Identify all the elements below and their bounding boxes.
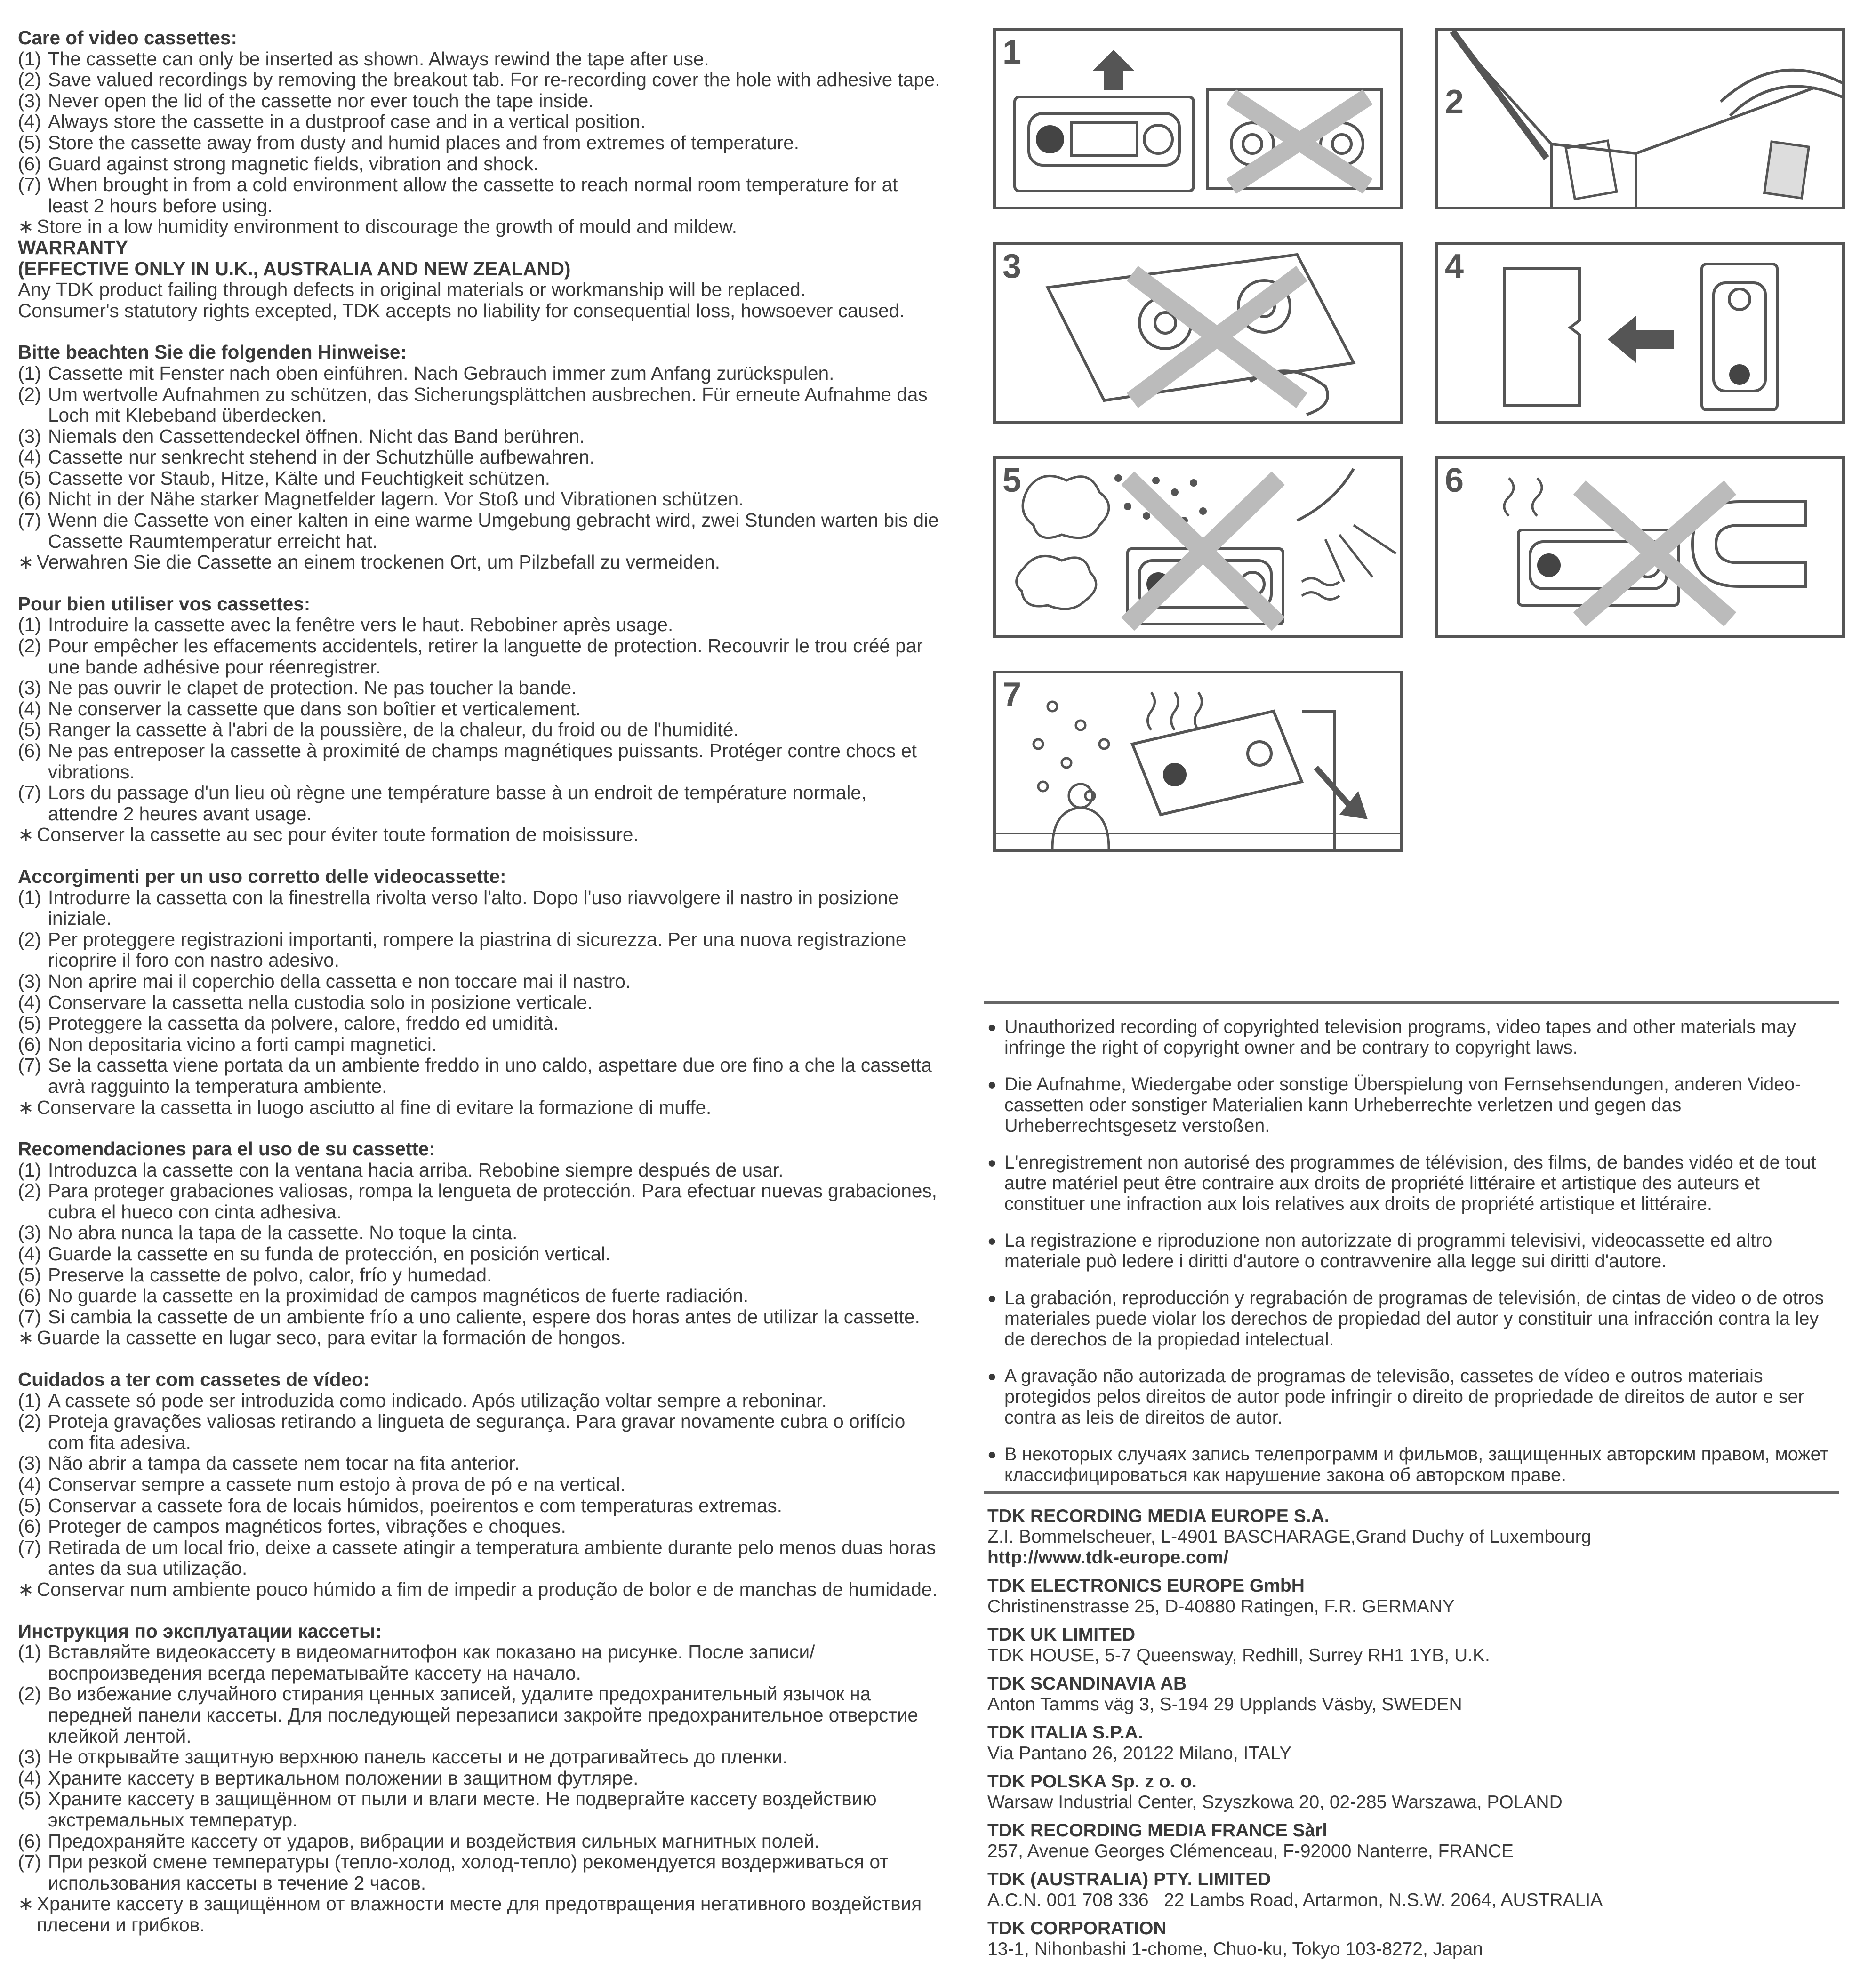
company-name: TDK RECORDING MEDIA EUROPE S.A. (987, 1506, 1330, 1526)
instructions-column (18, 27, 940, 1956)
instruction-item (18, 635, 940, 677)
item-number: (5) (18, 719, 41, 741)
bullet-icon: ● (987, 1076, 997, 1093)
instruction-item (18, 1537, 940, 1579)
instruction-item (18, 677, 940, 698)
instruction-item (18, 363, 940, 384)
item-text: Introduzca la cassette con la ventana hacia arriba. Rebobine siempre después de usar. (48, 1159, 784, 1181)
figure-7 (993, 671, 1403, 852)
item-number: (3) (18, 1452, 41, 1474)
item-text: Не открывайте защитную верхнюю панель кассеты и не дотрагивайтесь до пленки. (48, 1746, 788, 1768)
instruction-item (18, 468, 940, 489)
instruction-item (18, 1243, 940, 1265)
item-number: (4) (18, 697, 41, 720)
asterisk-icon: ∗ (18, 824, 34, 846)
instruction-item (18, 153, 940, 175)
notice-text: A gravação não autorizada de programas de televisão, cassetes de vídeo e outros materiais protegidos pelos direitos de autor pode infringir o direito de propriedade de direitos de autor e ser contra as leis de direitos de autor. (1004, 1366, 1804, 1428)
item-number: (2) (18, 635, 41, 657)
instruction-item (18, 1516, 940, 1537)
item-number: (1) (18, 1159, 41, 1181)
company-address: Via Pantano 26, 20122 Milano, ITALY (987, 1743, 1292, 1763)
instruction-item (18, 510, 940, 552)
item-text: Conservare la cassetta nella custodia solo in posizione verticale. (48, 991, 593, 1013)
company-name: TDK POLSKA Sp. z o. o. (987, 1771, 1197, 1792)
instruction-item (18, 1831, 940, 1852)
item-number: (4) (18, 1473, 41, 1495)
instruction-item (18, 111, 940, 132)
item-number: (6) (18, 1830, 41, 1852)
item-text: Cassette vor Staub, Hitze, Kälte und Feuchtigkeit schützen. (48, 467, 551, 489)
warranty-subheading: (EFFECTIVE ONLY IN U.K., AUSTRALIA AND NEW ZEALAND) (18, 257, 571, 280)
item-text: Вставляйте видеокассету в видеомагнитофон как показано на рисунке. После записи/воспроизведения всегда перематывайте кассету на начало. (48, 1641, 815, 1684)
company-name: TDK SCANDINAVIA AB (987, 1674, 1187, 1694)
section-russian (18, 1621, 940, 1936)
item-number: (7) (18, 1305, 41, 1328)
item-text: Introduire la cassette avec la fenêtre vers le haut. Rebobiner après usage. (48, 614, 673, 636)
company-name: TDK UK LIMITED (987, 1625, 1136, 1645)
instruction-item (18, 698, 940, 720)
item-number: (5) (18, 467, 41, 489)
bullet-icon: ● (987, 1368, 997, 1385)
item-text: Guard against strong magnetic fields, vibration and shock. (48, 152, 539, 175)
item-number: (5) (18, 1264, 41, 1286)
item-text: Ne pas entreposer la cassette à proximité de champs magnétiques puissants. Protéger contre chocs et vibrations. (48, 740, 917, 783)
item-text: Guarde la cassette en su funda de protección, en posición vertical. (48, 1243, 611, 1265)
item-text: Proteger de campos magnéticos fortes, vibrações e choques. (48, 1515, 566, 1538)
warranty-text: Consumer's statutory rights excepted, TDK accepts no liability for consequential loss, howsoever caused. (18, 299, 905, 321)
instruction-item (18, 384, 940, 426)
item-number: (2) (18, 69, 41, 91)
address-block (987, 1506, 1835, 1568)
instruction-item (18, 488, 940, 510)
item-text: Proteggere la cassetta da polvere, calore, freddo ed umidità. (48, 1012, 559, 1034)
copyright-notices (987, 1017, 1835, 1501)
instruction-item (18, 719, 940, 740)
copyright-notice (987, 1288, 1835, 1350)
item-text: Always store the cassette in a dustproof case and in a vertical position. (48, 111, 646, 133)
instruction-item (18, 929, 940, 971)
storage-note (18, 824, 940, 845)
instruction-item (18, 1474, 940, 1495)
instruction-item (18, 1768, 940, 1789)
item-text: Cassette nur senkrecht stehend in der Schutzhülle aufbewahren. (48, 446, 595, 468)
item-number: (6) (18, 1033, 41, 1055)
item-number: (6) (18, 740, 41, 761)
instruction-item (18, 426, 940, 447)
section-heading: Recomendaciones para el uso de su cassette: (18, 1138, 435, 1160)
instruction-item (18, 1453, 940, 1474)
figure-number: 2 (1445, 83, 1464, 121)
store-in-case-illustration (1438, 245, 1842, 421)
item-text: When brought in from a cold environment allow the cassette to reach normal room temperature for at least 2 hours before using. (48, 174, 898, 216)
figure-number: 3 (1002, 248, 1022, 285)
instruction-item (18, 887, 940, 929)
cold-environment-illustration (996, 673, 1400, 849)
instruction-item (18, 1642, 940, 1683)
section-german (18, 342, 940, 573)
item-number: (3) (18, 1746, 41, 1768)
copyright-notice (987, 1152, 1835, 1214)
item-number: (3) (18, 677, 41, 699)
instruction-item (18, 174, 940, 216)
item-text: Introdurre la cassetta con la finestrella rivolta verso l'alto. Dopo l'uso riavvolgere il nastro in posizione iniziale. (48, 886, 899, 929)
storage-note (18, 1579, 940, 1600)
item-text: Ranger la cassette à l'abri de la poussière, de la chaleur, du froid ou de l'humidité. (48, 719, 739, 741)
instruction-item (18, 992, 940, 1013)
item-text: Предохраняйте кассету от ударов, вибрации и воздействия сильных магнитных полей. (48, 1830, 820, 1852)
address-block (987, 1869, 1835, 1911)
copyright-notice (987, 1017, 1835, 1058)
item-text: Nicht in der Nähe starker Magnetfelder lagern. Vor Stoß und Vibrationen schützen. (48, 488, 744, 510)
item-text: Wenn die Cassette von einer kalten in eine warme Umgebung gebracht wird, zwei Stunden warten bis die Cassette Raumtemperatur erreicht hat. (48, 509, 939, 552)
item-number: (7) (18, 782, 41, 804)
instruction-item (18, 1160, 940, 1181)
item-text: Never open the lid of the cassette nor ever touch the tape inside. (48, 89, 594, 112)
item-number: (5) (18, 1494, 41, 1516)
instruction-item (18, 1013, 940, 1034)
item-text: Conservar sempre a cassete num estojo à prova de pó e na vertical. (48, 1473, 625, 1495)
address-block (987, 1820, 1835, 1862)
item-number: (1) (18, 1389, 41, 1411)
item-number: (7) (18, 1851, 41, 1873)
item-number: (3) (18, 425, 41, 447)
bullet-icon: ● (987, 1018, 997, 1035)
cassette-insert-illustration (996, 31, 1400, 207)
figure-number: 5 (1002, 462, 1022, 499)
copyright-notice (987, 1444, 1835, 1485)
item-text: Non aprire mai il coperchio della cassetta e non toccare mai il nastro. (48, 970, 631, 992)
storage-note (18, 552, 940, 573)
item-text: Храните кассету в защищённом от пыли и влаги месте. Не подвергайте кассету воздействию экстремальных температур. (48, 1788, 877, 1831)
item-number: (7) (18, 174, 41, 196)
note-text: Guarde la cassette en lugar seco, para evitar la formación de hongos. (37, 1327, 626, 1349)
instruction-item (18, 1180, 940, 1222)
item-text: Храните кассету в вертикальном положении в защитном футляре. (48, 1767, 639, 1789)
item-number: (5) (18, 131, 41, 153)
item-text: Store the cassette away from dusty and humid places and from extremes of temperature. (48, 131, 800, 153)
item-number: (4) (18, 111, 41, 133)
item-number: (5) (18, 1012, 41, 1034)
item-number: (7) (18, 1536, 41, 1558)
instruction-item (18, 1788, 940, 1830)
item-number: (6) (18, 1285, 41, 1307)
instruction-item (18, 740, 940, 782)
instruction-item (18, 1306, 940, 1328)
figure-1 (993, 28, 1403, 209)
storage-note (18, 1327, 940, 1348)
company-name: TDK ITALIA S.P.A. (987, 1722, 1143, 1743)
section-heading: Accorgimenti per un uso corretto delle videocassette: (18, 865, 506, 887)
item-text: Si cambia la cassette de un ambiente frío a uno caliente, espere dos horas antes de utilizar la cassette. (48, 1305, 920, 1328)
instruction-item (18, 1851, 940, 1893)
notice-text: La registrazione e riproduzione non autorizzate di programmi televisivi, videocassette ed altro materiale può ledere i diritti d'autore o contravvenire alla legge sui diritti d'autore. (1004, 1230, 1772, 1272)
item-number: (2) (18, 1410, 41, 1433)
company-address: 257, Avenue Georges Clémenceau, F-92000 Nanterre, FRANCE (987, 1841, 1514, 1861)
item-text: При резкой смене температуры (тепло-холод, холод-тепло) рекомендуется воздерживаться от использования кассеты в течение 2 часов. (48, 1851, 889, 1894)
section-heading: Cuidados a ter com cassetes de vídeo: (18, 1369, 370, 1391)
bullet-icon: ● (987, 1232, 997, 1249)
item-text: Cassette mit Fenster nach oben einführen. Nach Gebrauch immer zum Anfang zurückspulen. (48, 362, 834, 384)
item-number: (3) (18, 970, 41, 992)
figure-number: 1 (1002, 33, 1022, 71)
company-addresses (987, 1506, 1835, 1967)
item-number: (3) (18, 1222, 41, 1244)
note-text: Conserver la cassette au sec pour éviter toute formation de moisissure. (37, 824, 639, 846)
notice-text: Unauthorized recording of copyrighted television programs, video tapes and other materials may infringe the right of copyright owner and be contrary to copyright laws. (1004, 1017, 1796, 1058)
item-number: (2) (18, 383, 41, 405)
item-number: (1) (18, 48, 41, 70)
dust-humidity-heat-illustration (996, 459, 1400, 635)
item-number: (5) (18, 1788, 41, 1810)
item-text: The cassette can only be inserted as shown. Always rewind the tape after use. (48, 48, 709, 70)
item-text: Conservar a cassete fora de locais húmidos, poeirentos e com temperaturas extremas. (48, 1494, 782, 1516)
asterisk-icon: ∗ (18, 1096, 34, 1118)
section-heading: Инструкция по эксплуатации кассеты: (18, 1620, 382, 1642)
note-text: Store in a low humidity environment to discourage the growth of mould and mildew. (37, 216, 738, 238)
item-text: Ne conserver la cassette que dans son boîtier et verticalement. (48, 697, 581, 720)
figure-number: 7 (1002, 676, 1022, 713)
instruction-item (18, 90, 940, 112)
section-heading: Care of video cassettes: (18, 27, 237, 48)
storage-note (18, 216, 940, 237)
asterisk-icon: ∗ (18, 216, 34, 238)
item-text: Non depositaria vicino a forti campi magnetici. (48, 1033, 437, 1055)
storage-note (18, 1893, 940, 1935)
illustrations-panel (988, 28, 1864, 871)
notice-text: В некоторых случаях запись телепрограмм и фильмов, защищенных авторским правом, может классифицироваться как нарушение закона об авторском праве. (1004, 1444, 1829, 1485)
figure-2 (1435, 28, 1845, 209)
item-text: A cassete só pode ser introduzida como indicado. Após utilização voltar sempre a reboninar. (48, 1389, 827, 1411)
instruction-item (18, 1285, 940, 1306)
instruction-item (18, 1683, 940, 1746)
instruction-item (18, 1265, 940, 1286)
item-number: (2) (18, 1683, 41, 1705)
company-address: Z.I. Bommelscheuer, L-4901 BASCHARAGE,Grand Duchy of Luxembourg (987, 1527, 1592, 1547)
note-text: Conservare la cassetta in luogo asciutto al fine di evitare la formazione di muffe. (37, 1096, 712, 1118)
asterisk-icon: ∗ (18, 551, 34, 573)
asterisk-icon: ∗ (18, 1893, 34, 1915)
bullet-icon: ● (987, 1289, 997, 1306)
warranty-heading: WARRANTY (18, 236, 128, 258)
address-block (987, 1625, 1835, 1666)
item-text: No guarde la cassette en la proximidad de campos magnéticos de fuerte radiación. (48, 1285, 749, 1307)
section-french (18, 593, 940, 845)
item-text: Para proteger grabaciones valiosas, rompa la lengueta de protección. Para efectuar nuevas grabaciones, cubra el hueco con cinta adhesiva. (48, 1180, 937, 1223)
bullet-icon: ● (987, 1446, 997, 1463)
company-address: Christinenstrasse 25, D-40880 Ratingen, F.R. GERMANY (987, 1596, 1455, 1617)
instruction-item (18, 1055, 940, 1097)
item-number: (7) (18, 509, 41, 531)
divider-line (984, 1491, 1839, 1494)
item-number: (1) (18, 614, 41, 636)
instruction-item (18, 1411, 940, 1453)
item-text: Não abrir a tampa da cassete nem tocar na fita anterior. (48, 1452, 520, 1474)
magnetic-field-illustration (1438, 459, 1842, 635)
company-address: Warsaw Industrial Center, Szyszkowa 20, 02-285 Warszawa, POLAND (987, 1792, 1563, 1812)
item-number: (2) (18, 928, 41, 950)
item-number: (6) (18, 152, 41, 175)
bullet-icon: ● (987, 1154, 997, 1171)
item-text: Se la cassetta viene portata da un ambiente freddo in uno caldo, aspettare due ore fino a che la cassetta avrà ragguinto la temperatura ambiente. (48, 1054, 932, 1097)
instruction-item (18, 1746, 940, 1768)
figure-number: 6 (1445, 462, 1464, 499)
instruction-item (18, 782, 940, 824)
figure-5 (993, 456, 1403, 638)
item-text: Во избежание случайного стирания ценных записей, удалите предохранительный язычок на передней панели кассеты. Для последующей перезаписи закройте предохранительное отверстие клейкой лентой. (48, 1683, 918, 1747)
section-heading: Pour bien utiliser vos cassettes: (18, 593, 311, 615)
address-block (987, 1576, 1835, 1617)
item-text: Per proteggere registrazioni importanti, rompere la piastrina di sicurezza. Per una nuova registrazione ricoprire il foro con nastro adesivo. (48, 928, 906, 971)
copyright-notice (987, 1230, 1835, 1272)
figure-4 (1435, 242, 1845, 424)
copyright-notice (987, 1074, 1835, 1136)
item-number: (1) (18, 1641, 41, 1663)
company-name: TDK ELECTRONICS EUROPE GmbH (987, 1576, 1305, 1596)
notice-text: Die Aufnahme, Wiedergabe oder sonstige Überspielung von Fernsehsendungen, anderen Video-cassetten oder sonstiger Materialien kann Urheberrechte verletzen und gegen das Urheberrechtsgesetz verstoßen. (1004, 1074, 1801, 1136)
item-text: Lors du passage d'un lieu où règne une température basse à un endroit de température normale, attendre 2 heures avant usage. (48, 782, 867, 825)
item-text: No abra nunca la tapa de la cassette. No toque la cinta. (48, 1222, 518, 1244)
warranty-text: Any TDK product failing through defects in original materials or workmanship will be replaced. (18, 279, 806, 301)
instruction-item (18, 1390, 940, 1411)
copyright-notice (987, 1366, 1835, 1428)
note-text: Храните кассету в защищённом от влажности месте для предотвращения негативного воздействия плесени и грибков. (37, 1893, 922, 1936)
item-text: Ne pas ouvrir le clapet de protection. Ne pas toucher la bande. (48, 677, 577, 699)
address-block (987, 1918, 1835, 1960)
notice-text: L'enregistrement non autorisé des programmes de télévision, des films, de bandes vidéo et de tout autre matériel peut être contraire aux droits de propriété littéraire et artistique des auteurs et constituer une infraction aux lois relatives aux droits de propriété artistique et littéraire. (1004, 1152, 1816, 1214)
figure-6 (1435, 456, 1845, 638)
section-english (18, 27, 940, 321)
section-heading: Bitte beachten Sie die folgenden Hinweise: (18, 341, 407, 363)
note-text: Conservar num ambiente pouco húmido a fim de impedir a produção de bolor e de manchas de humidade. (37, 1578, 938, 1600)
item-number: (3) (18, 89, 41, 112)
instruction-item (18, 971, 940, 992)
instruction-item (18, 1222, 940, 1243)
storage-note (18, 1097, 940, 1118)
address-block (987, 1722, 1835, 1764)
do-not-open-illustration (996, 245, 1400, 421)
instruction-item (18, 48, 940, 70)
company-address: 13-1, Nihonbashi 1-chome, Chuo-ku, Tokyo 103-8272, Japan (987, 1939, 1483, 1959)
divider-line (984, 1001, 1839, 1004)
company-address: TDK HOUSE, 5-7 Queensway, Redhill, Surrey RH1 1YB, U.K. (987, 1645, 1490, 1666)
item-text: Preserve la cassette de polvo, calor, frío y humedad. (48, 1264, 492, 1286)
section-italian (18, 866, 940, 1118)
instruction-item (18, 614, 940, 635)
address-block (987, 1674, 1835, 1715)
company-name: TDK CORPORATION (987, 1918, 1167, 1938)
company-name: TDK (AUSTRALIA) PTY. LIMITED (987, 1869, 1271, 1890)
item-number: (2) (18, 1180, 41, 1202)
company-address: A.C.N. 001 708 336 22 Lambs Road, Artarmon, N.S.W. 2064, AUSTRALIA (987, 1890, 1603, 1910)
website-link[interactable]: http://www.tdk-europe.com/ (987, 1547, 1229, 1568)
item-text: Save valued recordings by removing the breakout tab. For re-recording cover the hole with adhesive tape. (48, 69, 940, 91)
figure-3 (993, 242, 1403, 424)
item-text: Proteja gravações valiosas retirando a lingueta de segurança. Para gravar novamente cubra o orifício com fita adesiva. (48, 1410, 906, 1453)
item-text: Um wertvolle Aufnahmen zu schützen, das Sicherungsplättchen ausbrechen. Für erneute Aufnahme das Loch mit Klebeband überdecken. (48, 383, 928, 426)
item-number: (6) (18, 1515, 41, 1538)
item-text: Niemals den Cassettendeckel öffnen. Nicht das Band berühren. (48, 425, 585, 447)
asterisk-icon: ∗ (18, 1327, 34, 1349)
note-text: Verwahren Sie die Cassette an einem trockenen Ort, um Pilzbefall zu vermeiden. (37, 551, 720, 573)
address-block (987, 1771, 1835, 1813)
section-portuguese (18, 1369, 940, 1600)
item-number: (1) (18, 362, 41, 384)
section-spanish (18, 1138, 940, 1348)
item-number: (1) (18, 886, 41, 908)
instruction-item (18, 1034, 940, 1055)
item-number: (7) (18, 1054, 41, 1076)
instruction-item (18, 132, 940, 153)
item-text: Retirada de um local frio, deixe a cassete atingir a temperatura ambiente durante pelo menos duas horas antes da sua utilização. (48, 1536, 936, 1579)
company-address: Anton Tamms väg 3, S-194 29 Upplands Väsby, SWEDEN (987, 1694, 1462, 1714)
instruction-item (18, 69, 940, 90)
instruction-item (18, 447, 940, 468)
asterisk-icon: ∗ (18, 1578, 34, 1600)
item-number: (4) (18, 446, 41, 468)
figure-number: 4 (1445, 248, 1464, 285)
instruction-item (18, 1495, 940, 1516)
item-number: (6) (18, 488, 41, 510)
item-number: (4) (18, 991, 41, 1013)
item-text: Pour empêcher les effacements accidentels, retirer la languette de protection. Recouvrir le trou créé par une bande adhésive pour réenregistrer. (48, 635, 923, 678)
breakout-tab-illustration (1438, 31, 1842, 207)
company-name: TDK RECORDING MEDIA FRANCE Sàrl (987, 1820, 1328, 1841)
item-number: (4) (18, 1767, 41, 1789)
item-number: (4) (18, 1243, 41, 1265)
notice-text: La grabación, reproducción y regrabación de programas de televisión, de cintas de video o de otros materiales puede violar los derechos de propiedad del autor y constituir una infracción contra la ley de derechos de la propiedad intelectual. (1004, 1288, 1824, 1350)
